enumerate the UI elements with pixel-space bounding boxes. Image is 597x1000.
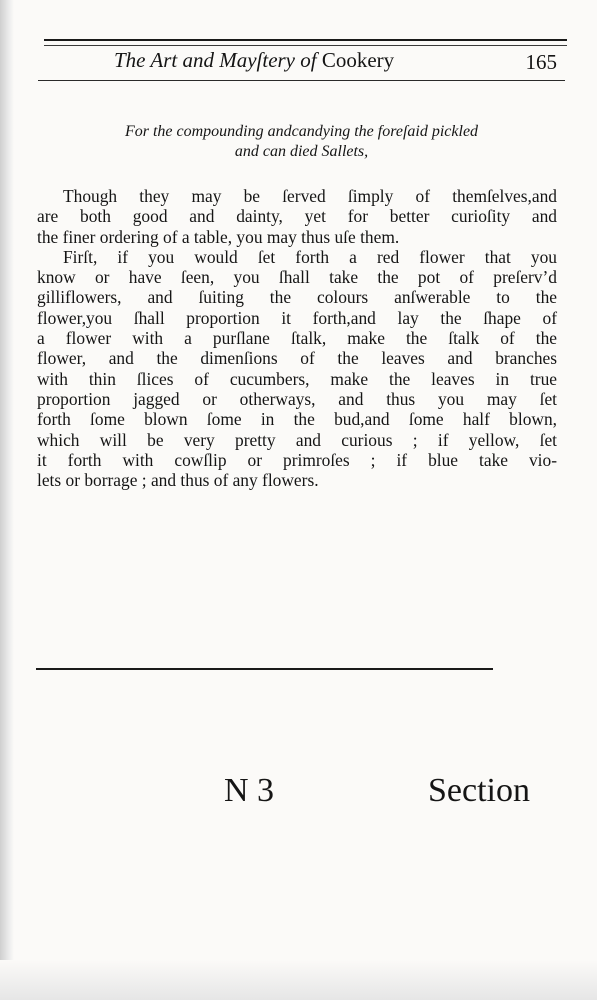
text-line: know or have ſeen, you ſhall take the pot of preſerv’d <box>37 267 557 288</box>
text-line: with thin ſlices of cucumbers, make the leaves in true <box>37 368 557 389</box>
text-line: flower,you ſhall proportion it forth,and lay the ſhape of <box>37 307 557 328</box>
text-line: forth ſome blown ſome in the bud,and ſome half blown, <box>37 409 557 430</box>
page-number: 165 <box>525 50 557 74</box>
section-heading <box>40 122 563 162</box>
running-head-title-roman: Cookery <box>321 48 395 72</box>
page-bottom-shadow <box>0 960 597 1000</box>
text-line: Firſt, if you would ſet forth a red flower that you <box>63 246 557 267</box>
text-line: a flower with a purſlane ſtalk, make the ſtalk of the <box>37 328 557 349</box>
running-head-title-italic: The Art and Mayſtery of <box>114 48 322 72</box>
page-gutter-shadow <box>0 0 14 1000</box>
text-line: flower, and the dimenſions of the leaves and branches <box>37 348 557 369</box>
text-line: which will be very pretty and curious ; if yellow, ſet <box>37 429 557 450</box>
text-line: gilliflowers, and ſuiting the colours anſwerable to the <box>37 287 557 308</box>
text-line: the finer ordering of a table, you may thus uſe them. <box>37 226 400 247</box>
body-paragraphs <box>37 186 557 490</box>
signature-mark: N 3 <box>224 772 275 809</box>
running-head-title <box>114 48 394 73</box>
header-rule-top <box>44 39 567 41</box>
header-rule-top-thin <box>44 45 567 46</box>
section-heading-line-1: For the compounding andcandying the foreſaid pickled <box>124 123 479 140</box>
text-line: it forth with cowſlip or primroſes ; if blue take vio- <box>37 449 557 470</box>
section-heading-line-2: and can died Sallets, <box>234 143 369 160</box>
catchword: Section <box>428 772 530 809</box>
text-line: Though they may be ſerved ſimply of themſelves,and <box>63 186 557 206</box>
text-line: lets or borrage ; and thus of any flowers. <box>37 470 319 491</box>
text-line: proportion jagged or otherways, and thus you may ſet <box>37 388 557 409</box>
header-rule-bottom <box>38 80 565 81</box>
text-line: are both good and dainty, yet for better curioſity and <box>37 206 557 227</box>
running-head <box>44 48 567 78</box>
section-end-rule <box>36 668 493 670</box>
